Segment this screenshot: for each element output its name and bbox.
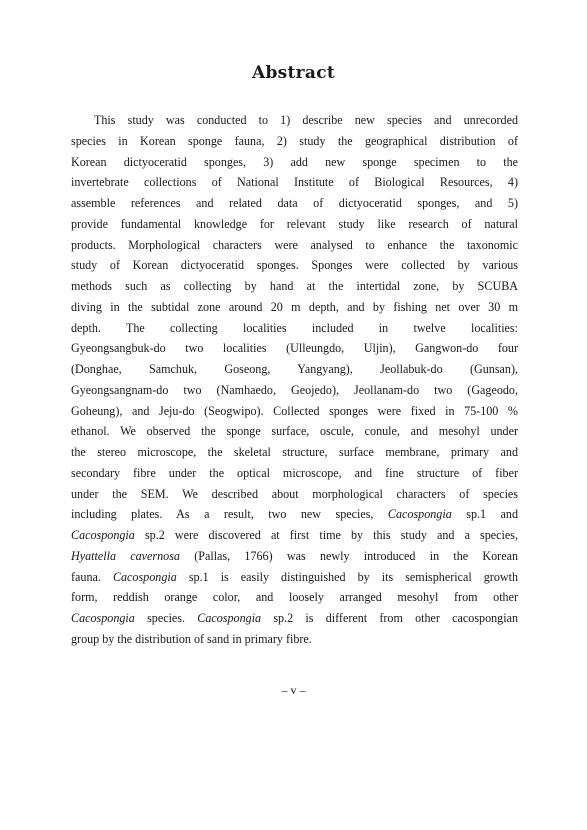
abstract-text: (Donghae, Samchuk, Goseong, Yangyang), Jeollabuk-do (Gunsan), — [71, 362, 518, 376]
abstract-text: Goheung), and Jeju-do (Seogwipo). Collected sponges were fixed in 75-100 % — [71, 403, 518, 418]
abstract-line — [71, 214, 518, 235]
abstract-text: group by the distribution of sand in primary fibre. — [71, 631, 312, 646]
abstract-text: including plates. As a result, two new species, — [71, 507, 388, 522]
abstract-body — [71, 110, 518, 650]
abstract-text: provide fundamental knowledge for relevant study like research of natural — [71, 216, 518, 231]
abstract-text: species in Korean sponge fauna, 2) study the geographical distribution of — [71, 133, 518, 148]
abstract-text: Korean dictyoceratid sponges, 3) add new sponge specimen to the — [71, 154, 518, 169]
abstract-text: sp.1 is easily distinguished by its semispherical growth — [176, 569, 518, 584]
abstract-text: ethanol. We observed the sponge surface, oscule, conule, and mesohyl under — [71, 424, 518, 439]
italic-taxon-name: Cacospongia — [71, 528, 135, 542]
abstract-text: assemble references and related data of dictyoceratid sponges, and 5) — [71, 196, 518, 210]
abstract-line — [71, 131, 518, 152]
abstract-text: methods such as collecting by hand at the intertidal zone, by SCUBA — [71, 279, 518, 293]
abstract-text: under the SEM. We described about morphological characters of species — [71, 486, 518, 501]
abstract-text: sp.2 is different from other cacospongian — [261, 611, 518, 625]
page-number: – v – — [281, 683, 306, 697]
abstract-text: Gyeongsangbuk-do two localities (Ulleungdo, Uljin), Gangwon-do four — [71, 341, 518, 356]
italic-taxon-name: Cacospongia — [112, 569, 177, 584]
abstract-line — [71, 525, 518, 546]
abstract-text: fauna. — [71, 569, 113, 584]
abstract-text: sp.1 and — [451, 507, 518, 522]
abstract-line — [71, 235, 518, 256]
italic-taxon-name: Cacospongia — [387, 507, 452, 522]
italic-taxon-name: Cacospongia — [71, 611, 135, 625]
abstract-line — [71, 380, 518, 401]
abstract-line — [71, 463, 518, 484]
abstract-text: Gyeongsangnam-do two (Namhaedo, Geojedo), Jeollanam-do two (Gageodo, — [71, 382, 518, 397]
abstract-line — [71, 318, 518, 339]
abstract-text: sp.2 were discovered at first time by this study and a species, — [134, 528, 518, 542]
italic-taxon-name: Hyattella cavernosa — [71, 548, 180, 563]
abstract-line — [71, 608, 518, 629]
abstract-line — [71, 401, 518, 422]
abstract-line — [71, 297, 518, 318]
abstract-line — [71, 442, 518, 463]
abstract-text: the stereo microscope, the skeletal structure, surface membrane, primary and — [71, 445, 518, 459]
abstract-line — [71, 421, 518, 442]
abstract-line — [71, 359, 518, 380]
abstract-text: form, reddish orange color, and loosely arranged mesohyl from other — [71, 590, 518, 605]
abstract-text: study of Korean dictyoceratid sponges. Sponges were collected by various — [71, 258, 518, 273]
abstract-text: depth. The collecting localities included in twelve localities: — [71, 320, 518, 335]
abstract-text: species. — [134, 611, 198, 625]
abstract-text: (Pallas, 1766) was newly introduced in the Korean — [179, 548, 518, 563]
abstract-title: Abstract — [251, 63, 336, 83]
abstract-line — [71, 255, 518, 276]
abstract-text: products. Morphological characters were analysed to enhance the taxonomic — [71, 237, 518, 252]
abstract-line — [71, 629, 518, 650]
abstract-line — [71, 504, 518, 525]
abstract-line — [71, 484, 518, 505]
abstract-text: This study was conducted to 1) describe new species and unrecorded — [94, 113, 518, 127]
abstract-line — [71, 152, 518, 173]
abstract-line — [71, 193, 518, 214]
abstract-text: invertebrate collections of National Institute of Biological Resources, 4) — [71, 175, 518, 190]
abstract-line — [71, 172, 518, 193]
italic-taxon-name: Cacospongia — [197, 611, 262, 625]
abstract-line — [71, 276, 518, 297]
abstract-line — [71, 546, 518, 567]
abstract-line — [71, 567, 518, 588]
abstract-text: secondary fibre under the optical microscope, and fine structure of fiber — [71, 465, 518, 480]
abstract-line — [71, 110, 518, 131]
abstract-line — [71, 587, 518, 608]
abstract-line — [71, 338, 518, 359]
abstract-text: diving in the subtidal zone around 20 m depth, and by fishing net over 30 m — [71, 299, 518, 314]
